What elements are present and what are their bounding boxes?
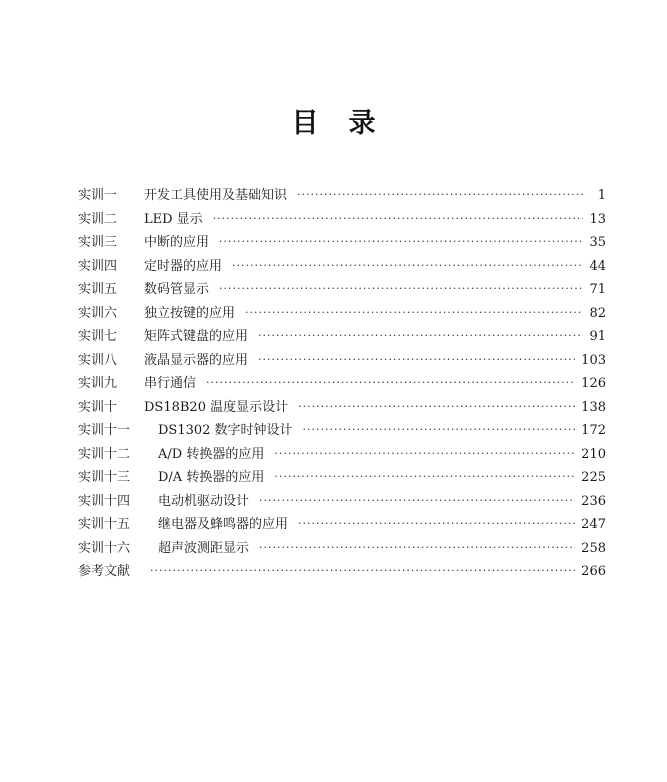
- toc-entry-label: 实训十: [78, 399, 118, 415]
- toc-entry-title: 定时器的应用: [144, 258, 223, 274]
- toc-entry-label: 实训十三: [78, 470, 131, 485]
- toc-entry-label: 实训九: [78, 376, 118, 391]
- toc-entry-title: 中断的应用: [144, 235, 210, 250]
- toc-entry-page: 103: [581, 352, 606, 368]
- toc-entry-page: 210: [581, 446, 606, 462]
- dot-leader: [297, 183, 586, 207]
- toc-entry-page: 1: [597, 188, 606, 203]
- toc-entry-1[interactable]: [78, 184, 606, 208]
- toc-entry-title: 液晶显示器的应用: [144, 352, 249, 368]
- toc-entry-title: D/A 转换器的应用: [158, 470, 265, 485]
- toc-entry-page: 247: [581, 517, 606, 532]
- toc-entry-8[interactable]: [78, 349, 606, 373]
- toc-entry-page: 126: [581, 376, 606, 391]
- toc-entry-label: 参考文献: [78, 564, 131, 579]
- toc-entry-label: 实训十六: [78, 540, 131, 556]
- toc-entry-12[interactable]: [78, 443, 606, 467]
- toc-entry-page: 266: [581, 564, 606, 579]
- toc-entry-title: 继电器及蜂鸣器的应用: [158, 517, 289, 532]
- toc-entry-label: 实训八: [78, 352, 118, 368]
- toc-entry-4[interactable]: [78, 255, 606, 279]
- toc-entry-14[interactable]: [78, 490, 606, 514]
- table-of-contents: [78, 184, 606, 584]
- toc-entry-label: 实训六: [78, 305, 118, 321]
- toc-entry-15[interactable]: [78, 513, 606, 537]
- toc-entry-title: DS18B20 温度显示设计: [144, 399, 289, 415]
- toc-entry-page: 91: [589, 329, 606, 344]
- dot-leader: [232, 254, 583, 278]
- toc-entry-10[interactable]: [78, 396, 606, 420]
- toc-entry-13[interactable]: [78, 466, 606, 490]
- toc-entry-title: A/D 转换器的应用: [158, 446, 265, 462]
- toc-entry-references[interactable]: [78, 560, 606, 584]
- toc-entry-title: 独立按键的应用: [144, 305, 236, 321]
- dot-leader: [206, 371, 575, 395]
- toc-entry-page: 138: [581, 399, 606, 415]
- dot-leader: [258, 324, 583, 348]
- dot-leader: [150, 559, 575, 583]
- toc-entry-label: 实训五: [78, 282, 118, 297]
- toc-entry-9[interactable]: [78, 372, 606, 396]
- toc-entry-3[interactable]: [78, 231, 606, 255]
- toc-entry-label: 实训一: [78, 188, 118, 203]
- toc-entry-label: 实训七: [78, 329, 118, 344]
- toc-entry-title: 矩阵式键盘的应用: [144, 329, 249, 344]
- toc-entry-16[interactable]: [78, 537, 606, 561]
- dot-leader: [259, 536, 575, 560]
- toc-entry-label: 实训十一: [78, 423, 131, 438]
- toc-entry-label: 实训十二: [78, 446, 131, 462]
- toc-entry-title: 开发工具使用及基础知识: [144, 188, 288, 203]
- toc-entry-page: 172: [581, 423, 606, 438]
- toc-entry-11[interactable]: [78, 419, 606, 443]
- dot-leader: [219, 230, 583, 254]
- toc-entry-page: 35: [589, 235, 606, 250]
- toc-entry-title: 数码管显示: [144, 282, 210, 297]
- toc-entry-page: 44: [589, 258, 606, 274]
- dot-leader: [303, 418, 576, 442]
- dot-leader: [219, 277, 583, 301]
- toc-entry-5[interactable]: [78, 278, 606, 302]
- toc-entry-title: LED 显示: [144, 211, 203, 227]
- toc-entry-title: DS1302 数字时钟设计: [158, 423, 293, 438]
- toc-entry-label: 实训十五: [78, 517, 131, 532]
- dot-leader: [298, 395, 575, 419]
- toc-entry-label: 实训十四: [78, 493, 131, 509]
- toc-entry-label: 实训四: [78, 258, 118, 274]
- page-title: 目录: [291, 108, 406, 139]
- toc-entry-page: 225: [581, 470, 606, 485]
- toc-entry-label: 实训三: [78, 235, 118, 250]
- dot-leader: [245, 301, 583, 325]
- toc-entry-title: 电动机驱动设计: [158, 493, 250, 509]
- toc-entry-page: 82: [589, 305, 606, 321]
- toc-entry-page: 258: [581, 540, 606, 556]
- toc-entry-7[interactable]: [78, 325, 606, 349]
- dot-leader: [298, 512, 575, 536]
- dot-leader: [259, 489, 575, 513]
- toc-entry-page: 13: [589, 211, 606, 227]
- dot-leader: [274, 442, 575, 466]
- toc-entry-page: 71: [589, 282, 606, 297]
- dot-leader: [213, 207, 584, 231]
- toc-entry-label: 实训二: [78, 211, 118, 227]
- toc-entry-title: 超声波测距显示: [158, 540, 250, 556]
- toc-entry-6[interactable]: [78, 302, 606, 326]
- toc-entry-title: 串行通信: [144, 376, 197, 391]
- dot-leader: [274, 465, 575, 489]
- toc-entry-2[interactable]: [78, 208, 606, 232]
- toc-entry-page: 236: [581, 493, 606, 509]
- dot-leader: [258, 348, 575, 372]
